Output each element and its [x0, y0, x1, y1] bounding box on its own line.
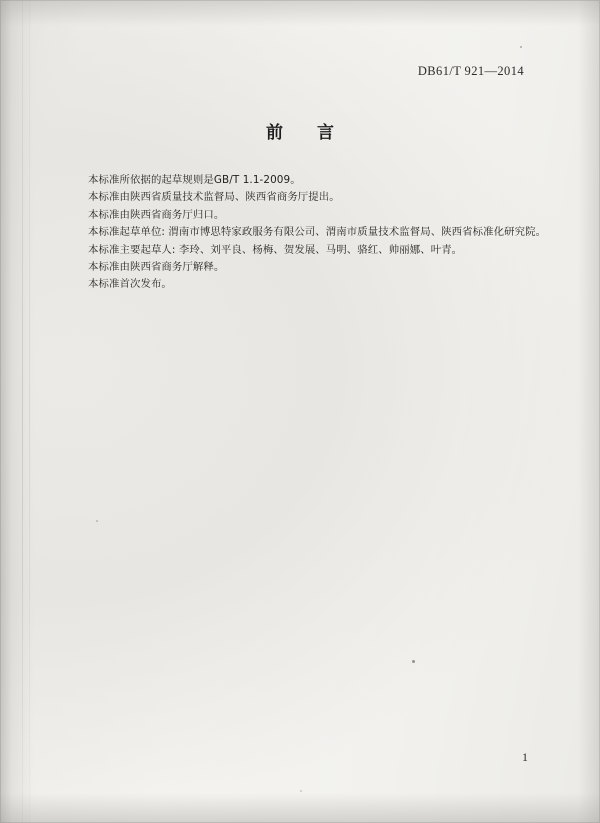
page-number: 1 — [522, 750, 528, 764]
foreword-line: 本标准主要起草人: 李玲、刘平良、杨梅、贺发展、马明、骆红、帅丽娜、叶青。 — [88, 243, 463, 256]
foreword-line: 本标准首次发布。 — [88, 278, 172, 291]
scan-speck — [412, 660, 415, 663]
scan-speck — [96, 520, 98, 522]
scan-speck — [300, 790, 302, 792]
foreword-line: 本标准由陕西省商务厅解释。 — [88, 261, 225, 274]
scan-speck — [520, 46, 522, 48]
foreword-body — [88, 172, 547, 294]
scan-shadow-top — [0, 0, 600, 26]
foreword-line: 本标准由陕西省商务厅归口。 — [88, 208, 225, 221]
foreword-line: 本标准起草单位: 渭南市博思特家政服务有限公司、渭南市质量技术监督局、陕西省标准化研究院。 — [88, 226, 547, 239]
foreword-line: 本标准由陕西省质量技术监督局、陕西省商务厅提出。 — [88, 191, 340, 204]
scan-shadow-bottom — [0, 793, 600, 823]
page-title: 前 言 — [266, 123, 348, 143]
foreword-line: 本标准所依据的起草规则是GB/T 1.1-2009。 — [88, 174, 301, 186]
standard-code-header: DB61/T 921—2014 — [417, 64, 524, 78]
